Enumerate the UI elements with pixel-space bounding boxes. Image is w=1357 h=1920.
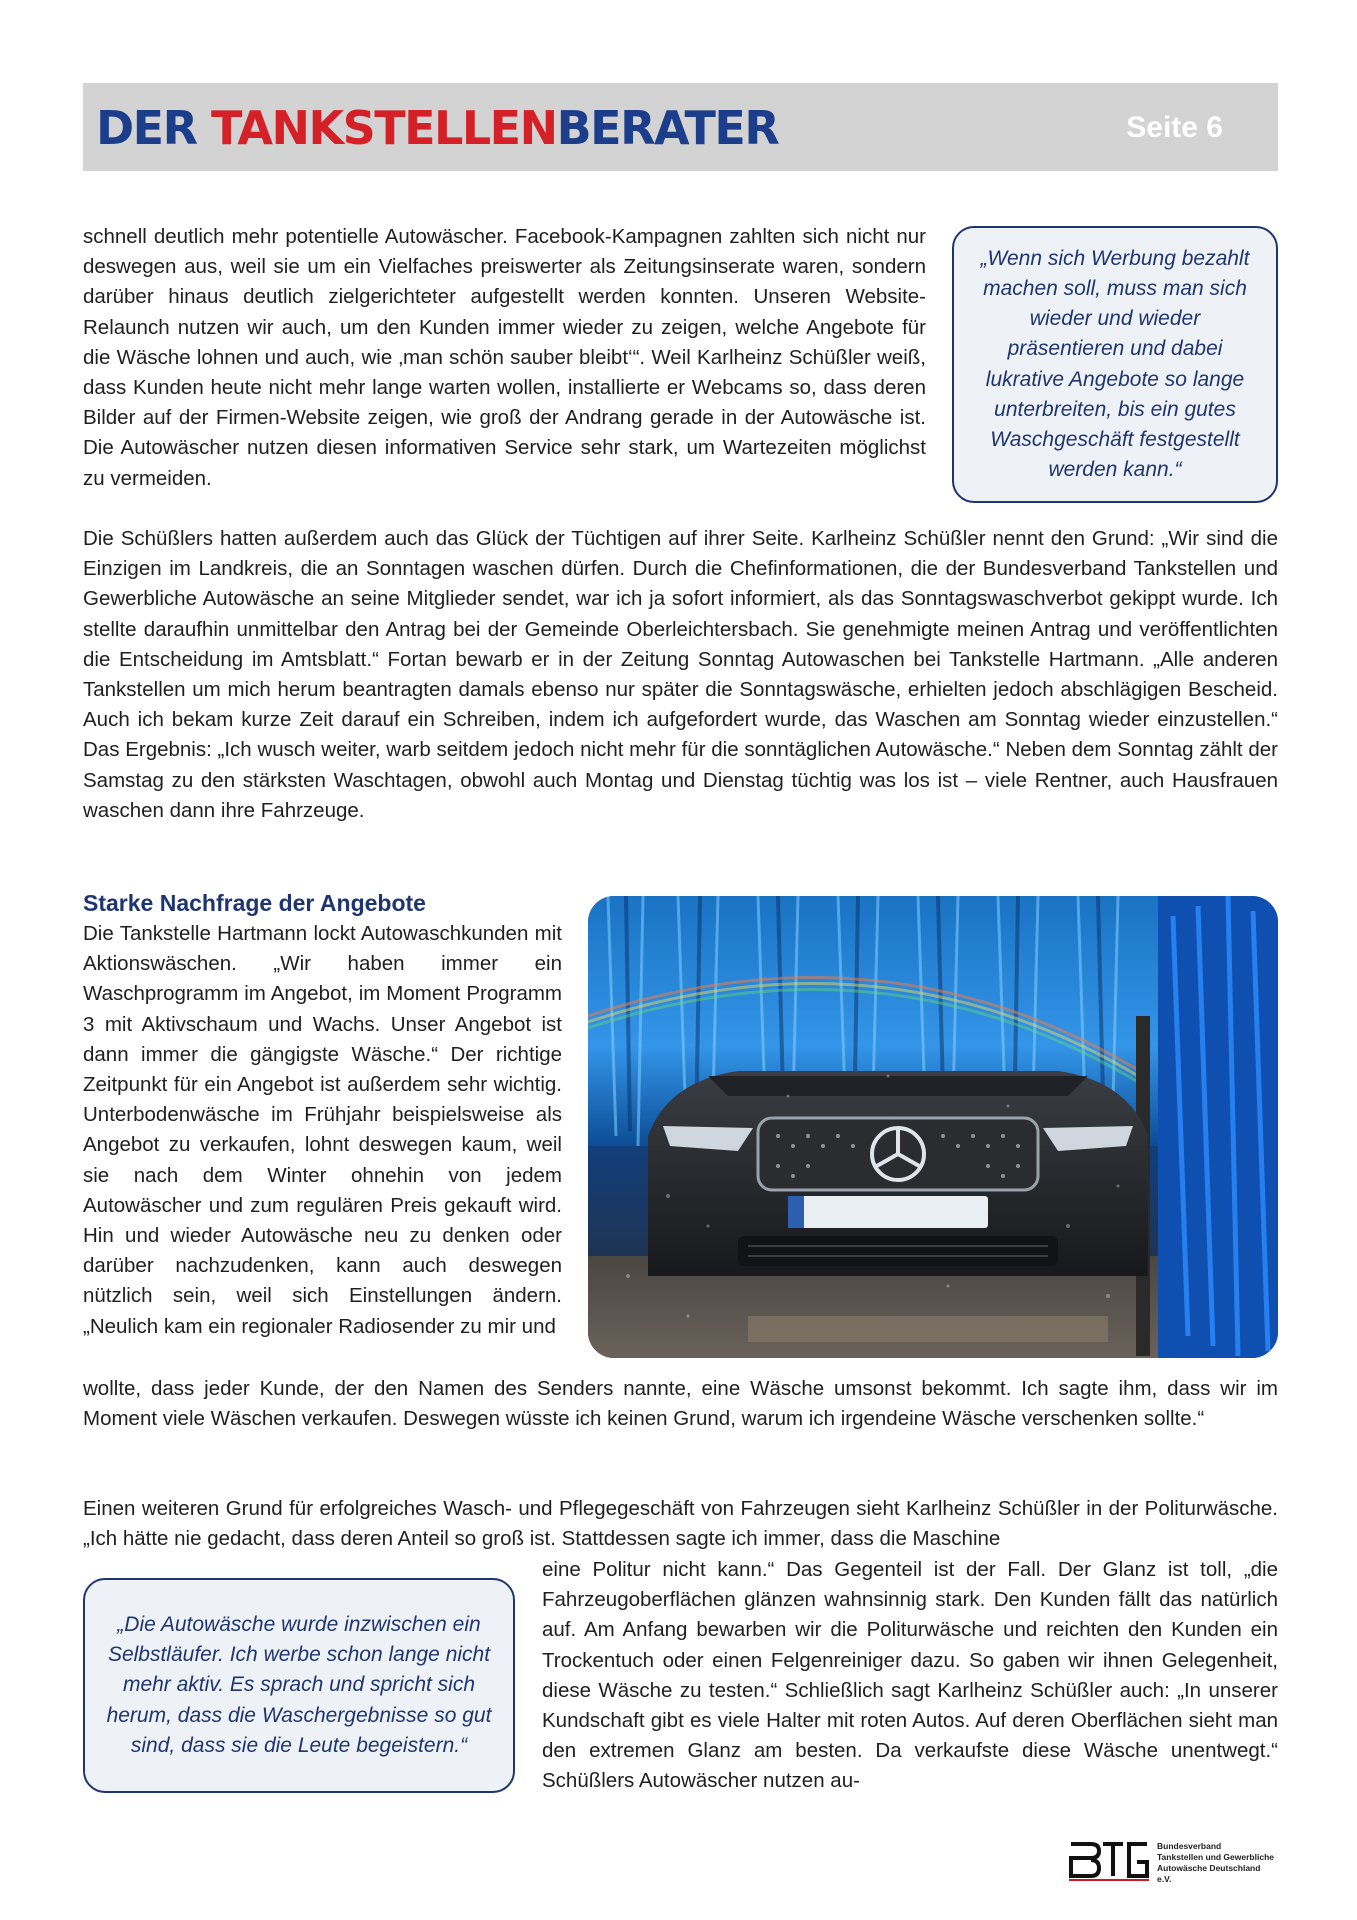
paragraph-4: Einen weiteren Grund für erfolgreiches Wasch- und Pflegegeschäft von Fahrzeugen sieht Karlheinz Schüßler in der Politurwäsche. „Ich hätte nie gedacht, dass deren Anteil so groß ist. Stattdessen sagte ich immer, dass die Maschine bbox=[83, 1497, 1278, 1551]
car-wash-photo bbox=[588, 896, 1278, 1358]
car-wash-illustration bbox=[588, 896, 1278, 1358]
pull-quote-top bbox=[952, 226, 1278, 503]
btg-logo bbox=[1067, 1838, 1277, 1888]
header-bar bbox=[83, 83, 1278, 171]
masthead-tankstellen: TANKSTELLEN bbox=[211, 101, 557, 155]
paragraph-1: schnell deutlich mehr potentielle Autowäscher. Facebook-Kampagnen zahlten sich nicht nur deswegen aus, weil sie um ein Vielfaches preiswerter als Zeitungsinserate waren, sondern darüber hinaus deutlich zielgerichteter aufgestellt werden konnten. Unseren Website-Relaunch nutzen wir auch, um den Kunden immer wieder zu zeigen, welche Angebote für die Wäsche lohnen und auch, wie ‚man schön sauber bleibt‘“. Weil Karlheinz Schüßler weiß, dass Kunden heute nicht mehr lange warten wollen, installierte er Webcams so, dass deren Bilder auf der Firmen-Website zeigen, wie groß der Andrang gerade in der Autowäsche ist. Die Autowäscher nutzen diesen informativen Service sehr stark, um Wartezeiten möglichst zu vermeiden. bbox=[83, 225, 926, 490]
paragraph-2: Die Schüßlers hatten außerdem auch das Glück der Tüchtigen auf ihrer Seite. Karlheinz Schüßler nennt den Grund: „Wir sind die Einzigen im Landkreis, die an Sonntagen waschen dürfen. Durch die Chefinformationen, die der Bundesverband Tankstellen und Gewerbliche Autowäsche an seine Mitglieder sendet, war ich ja sofort informiert, als das Sonntagswaschverbot gekippt wurde. Ich stellte daraufhin unmittelbar den Antrag bei der Gemeinde Oberleichtersbach. Sie genehmigte meinen Antrag und veröffentlichten die Entscheidung im Amtsblatt.“ Fortan bewarb er in der Zeitung Sonntag Autowaschen bei Tankstelle Hartmann. „Alle anderen Tankstellen um mich herum beantragten damals ebenso nur später die Sonntagswäsche, erhielten jedoch abschlägigen Bescheid. Auch ich bekam kurze Zeit darauf ein Schreiben, indem ich aufgefordert wurde, das Waschen am Sonntag wieder einzustellen.“ Das Ergebnis: „Ich wusch weiter, warb seitdem jedoch nicht mehr für die sonntäglichen Autowäsche.“ Neben dem Sonntag zählt der Samstag zu den stärksten Waschtagen, obwohl auch Montag und Dienstag tüchtig was los ist – viele Rentner, auch Hausfrauen waschen dann ihre Fahrzeuge. bbox=[83, 527, 1278, 822]
masthead-der: DER bbox=[96, 101, 212, 155]
section-heading: Starke Nachfrage der Angebote bbox=[83, 890, 426, 916]
masthead-berater: BERATER bbox=[556, 101, 779, 155]
paragraph-3: Die Tankstelle Hartmann lockt Autowaschkunden mit Aktionswäschen. „Wir haben immer ein Waschprogramm im Angebot, im Moment Programm 3 mit Aktivschaum und Wachs. Unser Angebot ist dann immer die gängigste Wäsche.“ Der richtige Zeitpunkt für ein Angebot ist außerdem sehr wichtig. Unterbodenwäsche im Frühjahr beispielsweise als Angebot zu verkaufen, lohnt deswegen kaum, weil sie nach dem Winter ohnehin von jedem Autowäscher und zum regulären Preis gekauft wird. Hin und wieder Autowäsche neu zu denken oder darüber nachzudenken, kann auch deswegen nützlich sein, weil sich Einstellungen ändern. „Neulich kam ein regionaler Radiosender zu mir und bbox=[83, 922, 562, 1338]
logo-line-1: Bundesverband bbox=[1157, 1841, 1222, 1851]
btg-logo-mark bbox=[1067, 1838, 1151, 1882]
pull-quote-top-text: „Wenn sich Werbung bezahlt machen soll, muss man sich wieder und wieder präsentieren und dabei lukrative Angebote so lange unterbreiten, bis ein gutes Waschgeschäft festgestellt werden kann.“ bbox=[980, 246, 1250, 482]
btg-logo-text bbox=[1157, 1841, 1277, 1885]
logo-line-3: Autowäsche Deutschland e.V. bbox=[1157, 1863, 1261, 1884]
pull-quote-bottom-text: „Die Autowäsche wurde inzwischen ein Selbstläufer. Ich werbe schon lange nicht mehr aktiv. Es sprach und spricht sich herum, dass die Waschergebnisse so gut sind, dass sie die Leute begeistern.“ bbox=[106, 1612, 492, 1757]
paragraph-4-continued: eine Politur nicht kann.“ Das Gegenteil ist der Fall. Der Glanz ist toll, „die Fahrzeugoberflächen glänzen wahnsinnig stark. Den Kunden fällt das natürlich auf. Am Anfang bewarben wir die Politurwäsche und reichten den Kunden ein Trockentuch oder einen Felgenreiniger dazu. So gaben wir ihnen Gelegenheit, diese Wäsche zu testen.“ Schließlich sagt Karlheinz Schüßler auch: „In unserer Kundschaft gibt es viele Halter mit roten Autos. Auf deren Oberflächen sieht man den extremen Glanz am besten. Da verkaufste diese Wäsche unentwegt.“ Schüßlers Autowäscher nutzen au- bbox=[542, 1558, 1278, 1793]
logo-line-2: Tankstellen und Gewerbliche bbox=[1157, 1852, 1274, 1862]
page-number: Seite 6 bbox=[1126, 111, 1223, 144]
paragraph-3-continued: wollte, dass jeder Kunde, der den Namen des Senders nannte, eine Wäsche umsonst bekommt. Ich sagte ihm, dass wir im Moment viele Wäschen verkaufen. Deswegen wüsste ich keinen Grund, warum ich irgendeine Wäsche verschenken sollte.“ bbox=[83, 1377, 1278, 1431]
masthead bbox=[96, 103, 778, 153]
pull-quote-bottom bbox=[83, 1578, 515, 1793]
